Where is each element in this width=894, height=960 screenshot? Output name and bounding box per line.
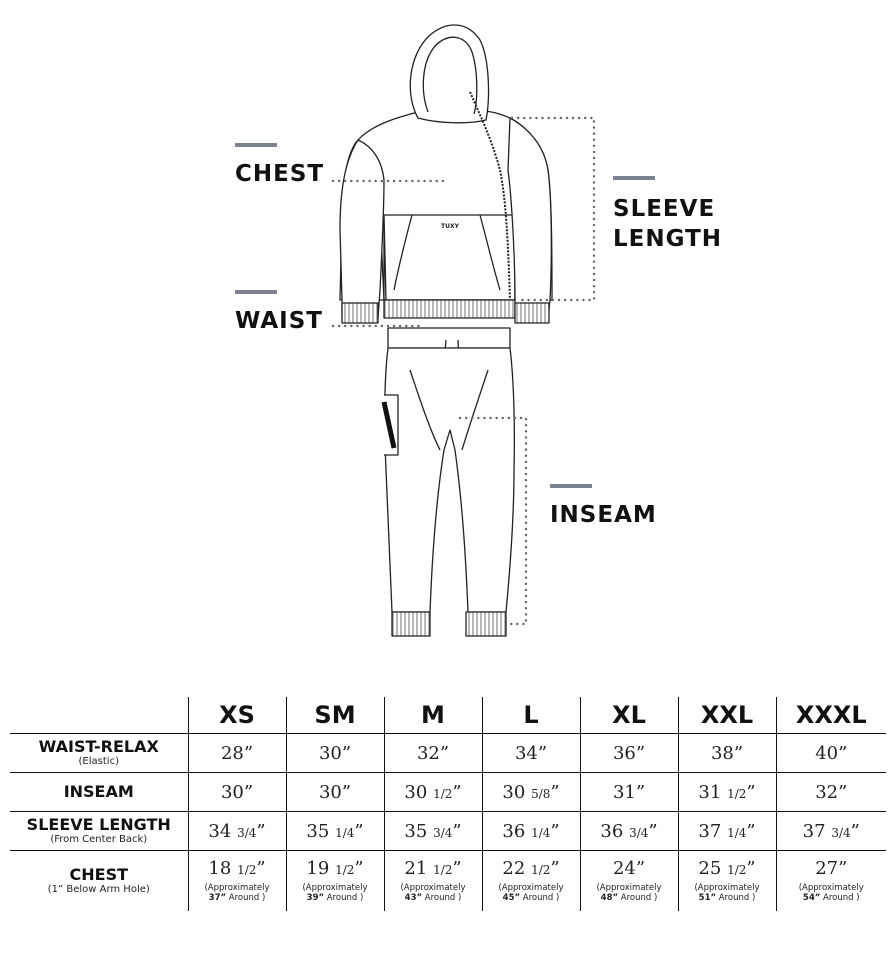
logo-mark: TUXY: [441, 223, 459, 230]
measurement-unit: ”: [243, 742, 254, 764]
measurement-value: [189, 782, 286, 803]
waist-callout: WAIST: [235, 308, 323, 334]
approx-prefix: (Approximately: [498, 883, 564, 894]
row-label-cell: [10, 773, 188, 812]
approx-note: [483, 883, 580, 903]
table-cell: [776, 812, 886, 851]
approx-prefix: (Approximately: [400, 883, 466, 894]
measurement-unit: ”: [341, 781, 352, 803]
approx-prefix: (Approximately: [204, 883, 270, 894]
measurement-unit: ”: [746, 781, 756, 803]
measurement-unit: ”: [850, 820, 860, 842]
measurement-value: [581, 782, 678, 803]
approx-suffix: Around ): [618, 893, 658, 904]
size-header-l: L: [482, 697, 580, 734]
measurement-whole: 31: [698, 781, 728, 803]
table-row: [10, 812, 886, 851]
measurement-whole: 32: [815, 781, 839, 803]
size-header-m: M: [384, 697, 482, 734]
measurement-value: [287, 821, 384, 842]
measurement-fraction: 3/4: [831, 825, 851, 840]
chest-callout-bar: [235, 143, 277, 147]
table-cell: [678, 734, 776, 773]
approx-note: [385, 883, 482, 903]
table-cell: [776, 773, 886, 812]
approx-value: 45”: [502, 893, 521, 904]
approx-suffix: Around ): [716, 893, 756, 904]
measurement-whole: 19: [306, 858, 336, 880]
measurement-whole: 30: [502, 781, 532, 803]
table-cell: [384, 734, 482, 773]
measurement-whole: 30: [318, 781, 342, 803]
size-header-xs: XS: [188, 697, 286, 734]
measurement-whole: 35: [404, 820, 434, 842]
table-cell: [286, 812, 384, 851]
left-pant-leg: [385, 348, 515, 612]
measurement-unit: ”: [452, 858, 462, 880]
row-label: WAIST-RELAX: [38, 737, 159, 756]
measurement-whole: 36: [502, 820, 532, 842]
approx-value: 54”: [802, 893, 821, 904]
measurement-whole: 22: [502, 858, 532, 880]
measurement-unit: ”: [550, 820, 560, 842]
measurement-value: [581, 743, 678, 764]
measurement-whole: 40: [815, 742, 839, 764]
row-label: INSEAM: [63, 782, 134, 801]
row-label-cell: [10, 812, 188, 851]
table-cell: [580, 734, 678, 773]
measurement-unit: ”: [648, 820, 658, 842]
measurement-unit: ”: [838, 858, 848, 880]
measurement-value: [385, 743, 482, 764]
measurement-unit: ”: [354, 820, 364, 842]
measurement-value: [777, 743, 887, 764]
measurement-whole: 36: [600, 820, 630, 842]
measurement-fraction: 1/2: [335, 863, 355, 878]
measurement-whole: 25: [698, 858, 728, 880]
right-sleeve: [508, 118, 551, 318]
row-sublabel: (Elastic): [78, 756, 119, 767]
measurement-fraction: 3/4: [237, 825, 257, 840]
measurement-unit: ”: [635, 858, 646, 880]
measurement-whole: 36: [612, 742, 636, 764]
measurement-whole: 34: [514, 742, 538, 764]
approx-line: [189, 893, 286, 903]
row-sublabel: (From Center Back): [50, 834, 148, 845]
measurement-unit: ”: [452, 781, 462, 803]
approx-prefix: (Approximately: [798, 883, 864, 894]
size-header-row: [10, 697, 886, 734]
measurement-fraction: 1/4: [727, 825, 747, 840]
measurement-whole: 30: [404, 781, 434, 803]
table-cell: [482, 773, 580, 812]
measurement-unit: ”: [746, 858, 756, 880]
table-cell: [776, 851, 886, 911]
table-corner: [10, 697, 188, 734]
measurement-value: [581, 821, 678, 842]
sleeve-callout-line1: SLEEVE: [613, 196, 716, 222]
measurement-whole: 31: [612, 781, 636, 803]
table-cell: [286, 773, 384, 812]
measurement-value: [385, 858, 482, 879]
measurement-fraction: 1/4: [531, 825, 551, 840]
approx-suffix: Around ): [226, 893, 266, 904]
measurement-unit: ”: [452, 820, 462, 842]
measurement-whole: 21: [404, 858, 434, 880]
measurement-value: [287, 743, 384, 764]
table-row: [10, 773, 886, 812]
approx-suffix: Around ): [324, 893, 364, 904]
approx-value: 39”: [306, 893, 325, 904]
measurement-value: [189, 743, 286, 764]
table-row: [10, 851, 886, 911]
row-label-cell: [10, 851, 188, 911]
measurement-unit: ”: [635, 781, 646, 803]
approx-line: [483, 893, 580, 903]
measurement-value: [679, 821, 776, 842]
approx-line: [287, 893, 384, 903]
measurement-value: [679, 782, 776, 803]
waist-callout-bar: [235, 290, 277, 294]
approx-note: [777, 883, 887, 903]
approx-suffix: Around ): [422, 893, 462, 904]
measurement-whole: 30: [318, 742, 342, 764]
approx-value: 48”: [600, 893, 619, 904]
left-sleeve: [340, 140, 384, 318]
measurement-whole: 27: [815, 858, 839, 880]
measurement-unit: ”: [341, 742, 352, 764]
approx-prefix: (Approximately: [302, 883, 368, 894]
table-cell: [678, 812, 776, 851]
row-label: SLEEVE LENGTH: [26, 815, 171, 834]
chest-callout: CHEST: [235, 161, 325, 187]
approx-suffix: Around ): [520, 893, 560, 904]
right-cuff: [515, 303, 549, 323]
approx-line: [385, 893, 482, 903]
table-cell: [482, 812, 580, 851]
approx-note: [581, 883, 678, 903]
table-cell: [384, 773, 482, 812]
approx-value: 43”: [404, 893, 423, 904]
measurement-whole: 24: [612, 858, 636, 880]
measurement-unit: ”: [746, 820, 756, 842]
table-cell: [384, 812, 482, 851]
approx-note: [189, 883, 286, 903]
measurement-unit: ”: [838, 742, 848, 764]
measurement-whole: 34: [208, 820, 238, 842]
approx-note: [679, 883, 776, 903]
measurement-value: [287, 858, 384, 879]
approx-value: 51”: [698, 893, 717, 904]
measurement-fraction: 3/4: [433, 825, 453, 840]
measurement-value: [777, 858, 887, 879]
measurement-fraction: 1/2: [237, 863, 257, 878]
measurement-value: [777, 821, 887, 842]
sleeve-callout-line2: LENGTH: [613, 226, 723, 252]
measurement-value: [777, 782, 887, 803]
measurement-value: [483, 782, 580, 803]
measurement-unit: ”: [550, 781, 560, 803]
measurement-whole: 18: [208, 858, 238, 880]
approx-line: [777, 893, 887, 903]
measurement-fraction: 1/2: [727, 786, 747, 801]
approx-suffix: Around ): [820, 893, 860, 904]
measurement-whole: 35: [306, 820, 336, 842]
size-header-xxl: XXL: [678, 697, 776, 734]
measurement-whole: 37: [802, 820, 832, 842]
measurement-unit: ”: [838, 781, 848, 803]
table-row: [10, 734, 886, 773]
measurement-fraction: 1/2: [433, 786, 453, 801]
measurement-fraction: 1/2: [433, 863, 453, 878]
row-label: CHEST: [69, 864, 128, 884]
table-cell: [580, 851, 678, 911]
measurement-value: [189, 858, 286, 879]
row-sublabel: (1” Below Arm Hole): [47, 883, 150, 895]
approx-value: 37”: [208, 893, 227, 904]
inseam-callout: INSEAM: [550, 502, 657, 528]
measurement-whole: 38: [710, 742, 734, 764]
approx-prefix: (Approximately: [694, 883, 760, 894]
measurement-fraction: 1/4: [335, 825, 355, 840]
measurement-whole: 30: [220, 781, 244, 803]
size-header-xxxl: XXXL: [776, 697, 886, 734]
measurement-value: [287, 782, 384, 803]
measurement-unit: ”: [256, 820, 266, 842]
row-label-cell: [10, 734, 188, 773]
approx-line: [679, 893, 776, 903]
approx-line: [581, 893, 678, 903]
measurement-value: [385, 821, 482, 842]
approx-note: [287, 883, 384, 903]
size-chart-table: [10, 697, 886, 911]
table-cell: [188, 773, 286, 812]
pants-waistband: [388, 328, 510, 348]
size-header-xl: XL: [580, 697, 678, 734]
table-cell: [188, 734, 286, 773]
measurement-value: [189, 821, 286, 842]
measurement-value: [679, 858, 776, 879]
measurement-fraction: 1/2: [727, 863, 747, 878]
table-cell: [678, 851, 776, 911]
measurement-unit: ”: [243, 781, 254, 803]
measurement-whole: 32: [416, 742, 440, 764]
measurement-unit: ”: [256, 858, 266, 880]
size-table-body: [10, 734, 886, 911]
measurement-value: [483, 743, 580, 764]
table-cell: [580, 812, 678, 851]
measurement-whole: 28: [220, 742, 244, 764]
right-ankle-cuff: [466, 612, 506, 636]
approx-prefix: (Approximately: [596, 883, 662, 894]
table-cell: [286, 734, 384, 773]
size-header-sm: SM: [286, 697, 384, 734]
table-cell: [776, 734, 886, 773]
table-cell: [286, 851, 384, 911]
measurement-value: [483, 821, 580, 842]
table-cell: [188, 812, 286, 851]
measurement-whole: 37: [698, 820, 728, 842]
measurement-fraction: 5/8: [531, 786, 551, 801]
measurement-unit: ”: [439, 742, 450, 764]
hoodie-waistband: [384, 300, 515, 318]
measurement-value: [483, 858, 580, 879]
measurement-fraction: 1/2: [531, 863, 551, 878]
measurement-unit: ”: [537, 742, 548, 764]
table-cell: [482, 734, 580, 773]
table-cell: [580, 773, 678, 812]
measurement-unit: ”: [550, 858, 560, 880]
inseam-callout-bar: [550, 484, 592, 488]
table-cell: [678, 773, 776, 812]
table-cell: [482, 851, 580, 911]
measurement-unit: ”: [635, 742, 646, 764]
measurement-value: [385, 782, 482, 803]
measurement-value: [581, 858, 678, 879]
measurement-unit: ”: [354, 858, 364, 880]
table-cell: [384, 851, 482, 911]
measurement-unit: ”: [733, 742, 744, 764]
left-ankle-cuff: [392, 612, 430, 636]
sleeve-callout-bar: [613, 176, 655, 180]
table-cell: [188, 851, 286, 911]
measurement-value: [679, 743, 776, 764]
measurement-fraction: 3/4: [629, 825, 649, 840]
left-cuff: [342, 303, 378, 323]
